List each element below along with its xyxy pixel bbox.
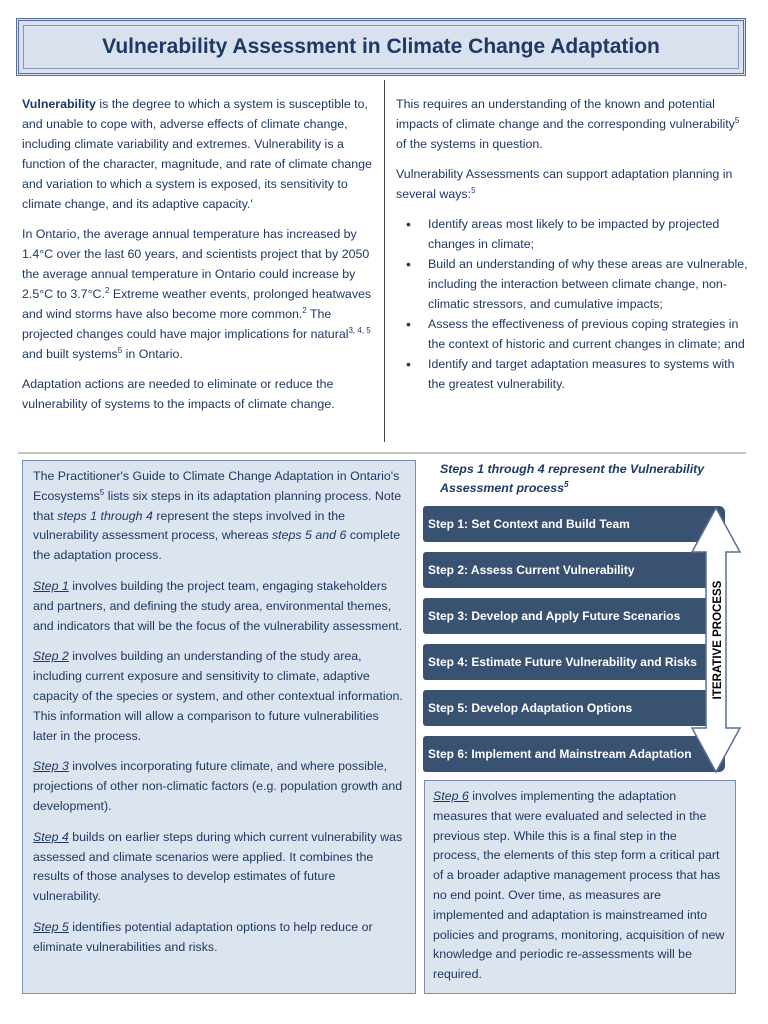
ontario-text-a: In Ontario, the average annual temperature has increased by 1.4°C over the last 60 years, and scientists project that by 2050 the average annual temperature in Ontario could increase by 2.5°C to 3.7°C.: [22, 227, 370, 301]
step4-paragraph: [33, 828, 405, 907]
step-bar-5: Step 5: Develop Adaptation Options: [423, 690, 725, 726]
footnote-ref: 5: [563, 479, 569, 489]
guide-intro-d: complete the adaptation process.: [33, 528, 401, 563]
step5-paragraph: [33, 918, 405, 958]
page-title: Vulnerability Assessment in Climate Change Adaptation: [102, 35, 660, 58]
ontario-paragraph: [22, 224, 372, 364]
steps-diagram-heading: [440, 460, 740, 498]
guide-intro-c: represent the steps involved in the vulnerability assessment process, whereas: [33, 508, 346, 543]
footnote-ref: 5: [471, 185, 476, 195]
iterative-process-label: ITERATIVE PROCESS: [712, 580, 724, 700]
section-divider: [18, 452, 746, 454]
step6-box: [424, 780, 736, 994]
step3-paragraph: [33, 757, 405, 816]
title-banner: [16, 18, 746, 76]
step5-label: Step 5: [33, 919, 69, 934]
step-bar-4: Step 4: Estimate Future Vulnerability and Risks: [423, 644, 725, 680]
requires-understanding-paragraph: [396, 94, 748, 154]
ontario-text-d: and built systems: [22, 347, 118, 361]
footnote-ref: 2: [104, 285, 110, 295]
step3-label: Step 3: [33, 759, 69, 774]
guide-intro-steps-5-6: steps 5 and 6: [271, 528, 347, 543]
footnote-ref: 5: [117, 345, 123, 355]
va-support-paragraph: [396, 164, 748, 204]
va-support-text: Vulnerability Assessments can support adaptation planning in several ways:: [396, 167, 733, 201]
step-bar-1: Step 1: Set Context and Build Team: [423, 506, 725, 542]
right-intro-column: [396, 94, 748, 394]
step1-paragraph: [33, 577, 405, 636]
step4-label: Step 4: [33, 829, 69, 844]
list-item: • Build an understanding of why these areas are vulnerable, including the interaction between climate change, non-climatic stressors, and cumulative impacts;: [406, 254, 748, 314]
adaptation-actions-paragraph: Adaptation actions are needed to eliminate or reduce the vulnerability of systems to the impacts of climate change.: [22, 377, 335, 411]
left-intro-column: [22, 94, 372, 424]
step-bar-3: Step 3: Develop and Apply Future Scenarios: [423, 598, 725, 634]
list-item: • Identify and target adaptation measures to systems with the greatest vulnerability.: [406, 354, 748, 394]
guide-intro-b: lists six steps in its adaptation planning process. Note that: [33, 488, 402, 523]
practitioners-guide-box: [22, 460, 416, 994]
ontario-text-e: in Ontario.: [122, 347, 183, 361]
step3-text: involves incorporating future climate, and where possible, projections of other non-climatic factors (e.g. population growth and development).: [33, 759, 403, 813]
guide-intro-paragraph: [33, 467, 405, 566]
step6-label: Step 6: [433, 789, 469, 803]
list-item: • Assess the effectiveness of previous coping strategies in the context of historic and current changes in climate; and: [406, 314, 748, 354]
ontario-text-c: The projected changes could have major implications for natural: [22, 307, 349, 341]
step1-text: involves building the project team, engaging stakeholders and partners, and defining the study area, environmental themes, and indicators that will be the focus of the vulnerability assessment.: [33, 578, 403, 633]
step2-text: involves building an understanding of the study area, including current exposure and sensitivity to climate, adaptive capacity of the species or system, and other contextual information. This information will allow a comparison to future vulnerabilities later in the process.: [33, 649, 403, 743]
vulnerability-term: Vulnerability: [22, 97, 96, 111]
step2-label: Step 2: [33, 649, 69, 664]
step4-text: builds on earlier steps during which current vulnerability was assessed and climate scenarios were applied. It combines the results of those analyses to develop estimates of future vulnerability.: [33, 829, 403, 904]
steps-heading-text: Steps 1 through 4 represent the Vulnerability Assessment process: [440, 462, 705, 495]
step1-label: Step 1: [33, 578, 69, 593]
column-divider: [384, 80, 385, 442]
vulnerability-definition-text: is the degree to which a system is susceptible to, and unable to cope with, adverse effects of climate change, including climate variability and extremes. Vulnerability is a function of the character, magnitude, and rate of climate change and variation to which a system is exposed, its sensitivity to climate change, and its adaptive capacity.': [22, 97, 372, 211]
list-item: • Identify areas most likely to be impacted by projected changes in climate;: [406, 214, 748, 254]
footnote-ref: 2: [302, 305, 307, 315]
step6-text: involves implementing the adaptation measures that were evaluated and selected in the previous step. While this is a final step in the process, the elements of this step form a critical part of a broader adaptive management process that has no end point. Over time, as measures are implemented and adaptation is mainstreamed into policies and programs, monitoring, acquisition of new knowledge and periodic re-assessments will be required.: [433, 789, 725, 982]
guide-intro-a: The Practitioner's Guide to Climate Change Adaptation in Ontario's Ecosystems: [33, 469, 400, 503]
step-bar-6: Step 6: Implement and Mainstream Adaptation: [423, 736, 725, 772]
footnote-ref: 5: [99, 487, 105, 497]
ontario-text-b: Extreme weather events, prolonged heatwaves and wind storms have also become more common.: [22, 287, 372, 321]
guide-intro-steps-1-4: steps 1 through 4: [57, 508, 153, 523]
vulnerability-definition: [22, 94, 372, 214]
requires-text-b: of the systems in question.: [396, 137, 543, 151]
footnote-ref: 3, 4, 5: [348, 325, 371, 335]
requires-text-a: This requires an understanding of the known and potential impacts of climate change and the corresponding vulnerability: [396, 97, 735, 131]
step2-paragraph: [33, 647, 405, 746]
step-bar-2: Step 2: Assess Current Vulnerability: [423, 552, 725, 588]
va-bullet-list: [406, 214, 748, 394]
footnote-ref: 5: [734, 115, 740, 125]
step6-paragraph: [433, 787, 727, 985]
step5-text: identifies potential adaptation options to help reduce or eliminate vulnerabilities and risks.: [33, 919, 373, 954]
iterative-process-arrow-icon: [690, 506, 742, 774]
